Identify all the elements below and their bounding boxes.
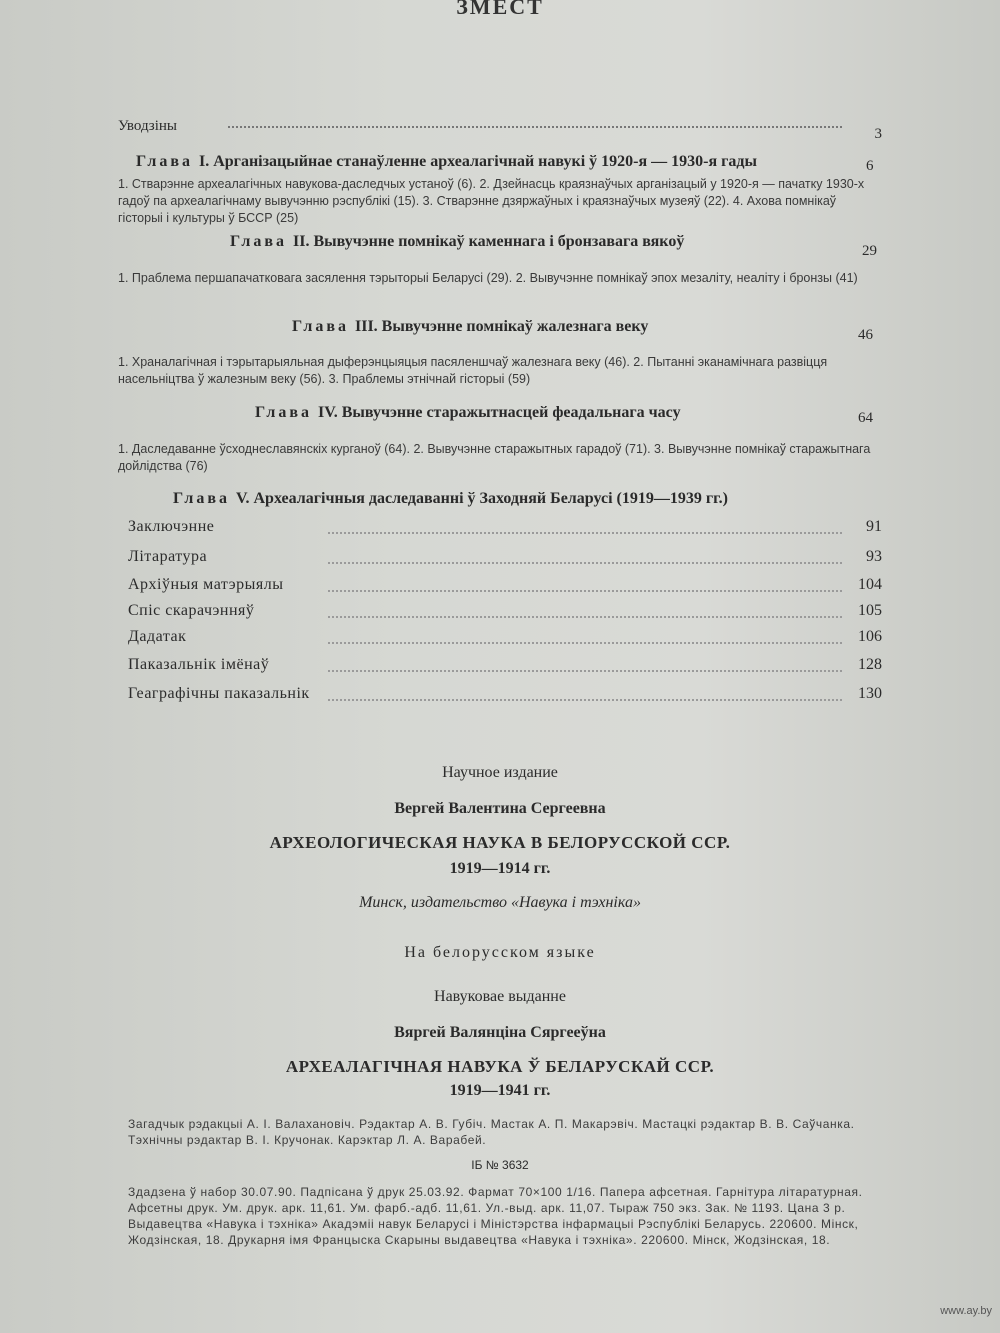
credits: Загадчык рэдакцыі А. І. Валахановіч. Рэдактар А. В. Губіч. Мастак А. П. Макарэвіч. Мастацкі рэдактар В. В. Саўчанка. Тэхнічны рэдактар В. І. Кручонак. Карэктар Л. А. Варабей. <box>128 1117 855 1147</box>
dot-leader <box>228 126 842 128</box>
by-book-title: АРХЕАЛАГІЧНАЯ НАВУКА Ў БЕЛАРУСКАЙ ССР. <box>285 1057 715 1076</box>
ru-book-title: АРХЕОЛОГИЧЕСКАЯ НАУКА В БЕЛОРУССКОЙ ССР. <box>269 833 731 852</box>
ib-number: ІБ № 3632 <box>471 1158 529 1172</box>
chapter-2-page: 29 <box>862 243 877 259</box>
chapter-4-page: 64 <box>858 410 873 426</box>
ru-language: На белорусском языке <box>404 944 596 961</box>
toc-entry: Геаграфічны паказальнік 130 <box>128 685 882 702</box>
watermark-text: www.ay.by <box>940 1305 992 1317</box>
toc-intro-label: Уводзіны <box>118 118 177 134</box>
chapter-1-page: 6 <box>866 158 874 174</box>
toc-entry: Архіўныя матэрыялы 104 <box>128 576 882 593</box>
by-years: 1919—1941 гг. <box>449 1082 551 1099</box>
toc-entry: Спіс скарачэнняў 105 <box>128 602 882 619</box>
chapter-4-contents: 1. Даследаванне ўсходнеславянскіх курганоў (64). 2. Вывучэнне старажытных гарадоў (71). 3. Вывучэнне помнікаў старажытнага дойлідства (76) <box>118 442 871 473</box>
ru-publisher: Минск, издательство «Навука і тэхніка» <box>359 894 641 911</box>
chapter-1-contents: 1. Стварэнне археалагічных навукова-даследчых устаноў (6). 2. Дзейнасць краязнаўчых арганізацый у 1920-я — пачатку 1930-х гадоў па археалагічнаму вывучэнню рэспублікі (15). 3. Стварэнне дзяржаўных і краязнаўчых музеяў (22). 4. Ахова помнікаў гісторыі і культуры ў БССР (25) <box>118 177 865 225</box>
chapter-5-heading: Глава V. Археалагічныя даследаванні ў Заходняй Беларусі (1919—1939 гг.) <box>173 490 728 507</box>
chapter-3-heading: Глава III. Вывучэнне помнікаў жалезнага веку <box>292 318 649 335</box>
by-edition-type: Навуковае выданне <box>434 988 566 1005</box>
toc-entry: Заключэнне 91 <box>128 518 882 535</box>
toc-intro-page: 3 <box>874 126 882 142</box>
ru-edition-type: Научное издание <box>442 764 558 781</box>
toc-entry: Паказальнік імёнаў 128 <box>128 656 882 673</box>
ru-author: Вергей Валентина Сергеевна <box>394 800 606 817</box>
print-details: Здадзена ў набор 30.07.90. Падпісана ў друк 25.03.92. Фармат 70×100 1/16. Папера афсетная. Гарнітура літаратурная. Афсетны друк. Ум. друк. арк. 11,61. Ум. фарб.-адб. 11,61. Ул.-выд. арк. 11,07. Тыраж 750 экз. Зак. № 1193. Цана 3 р. Выдавецтва «Навука і тэхніка» Акадэміі навук Беларусі і Міністэрства інфармацыі Рэспублікі Беларусь. 220600. Мінск, Жодзінская, 18. Друкарня імя Францыска Скарыны выдавецтва «Навука і тэхніка». 220600. Мінск, Жодзінская, 18. <box>128 1185 863 1247</box>
chapter-1-heading: Глава I. Арганізацыйнае станаўленне археалагічнай навукі ў 1920-я — 1930-я гады <box>136 153 757 170</box>
chapter-3-contents: 1. Храналагічная і тэрытарыяльная дыферэнцыяцыя пасяленшчаў жалезнага веку (46). 2. Пытанні эканамічнага развіцця насельніцтва ў жалезным веку (56). 3. Праблемы этнічнай гісторыі (59) <box>118 355 828 386</box>
chapter-2-heading: Глава II. Вывучэнне помнікаў каменнага і бронзавага вякоў <box>230 233 685 250</box>
by-author: Вяргей Валянціна Сяргееўна <box>394 1024 606 1041</box>
page-title: ЗМЕСТ <box>456 0 544 19</box>
toc-entry: Літаратура 93 <box>128 548 882 565</box>
chapter-4-heading: Глава IV. Вывучэнне старажытнасцей феадальнага часу <box>255 404 681 421</box>
ru-years: 1919—1914 гг. <box>449 860 551 877</box>
toc-entry: Дадатак 106 <box>128 628 882 645</box>
chapter-2-contents: 1. Праблема першапачатковага засялення тэрыторыі Беларусі (29). 2. Вывучэнне помнікаў эпох мезаліту, неаліту і бронзы (41) <box>118 271 858 285</box>
chapter-3-page: 46 <box>858 327 873 343</box>
